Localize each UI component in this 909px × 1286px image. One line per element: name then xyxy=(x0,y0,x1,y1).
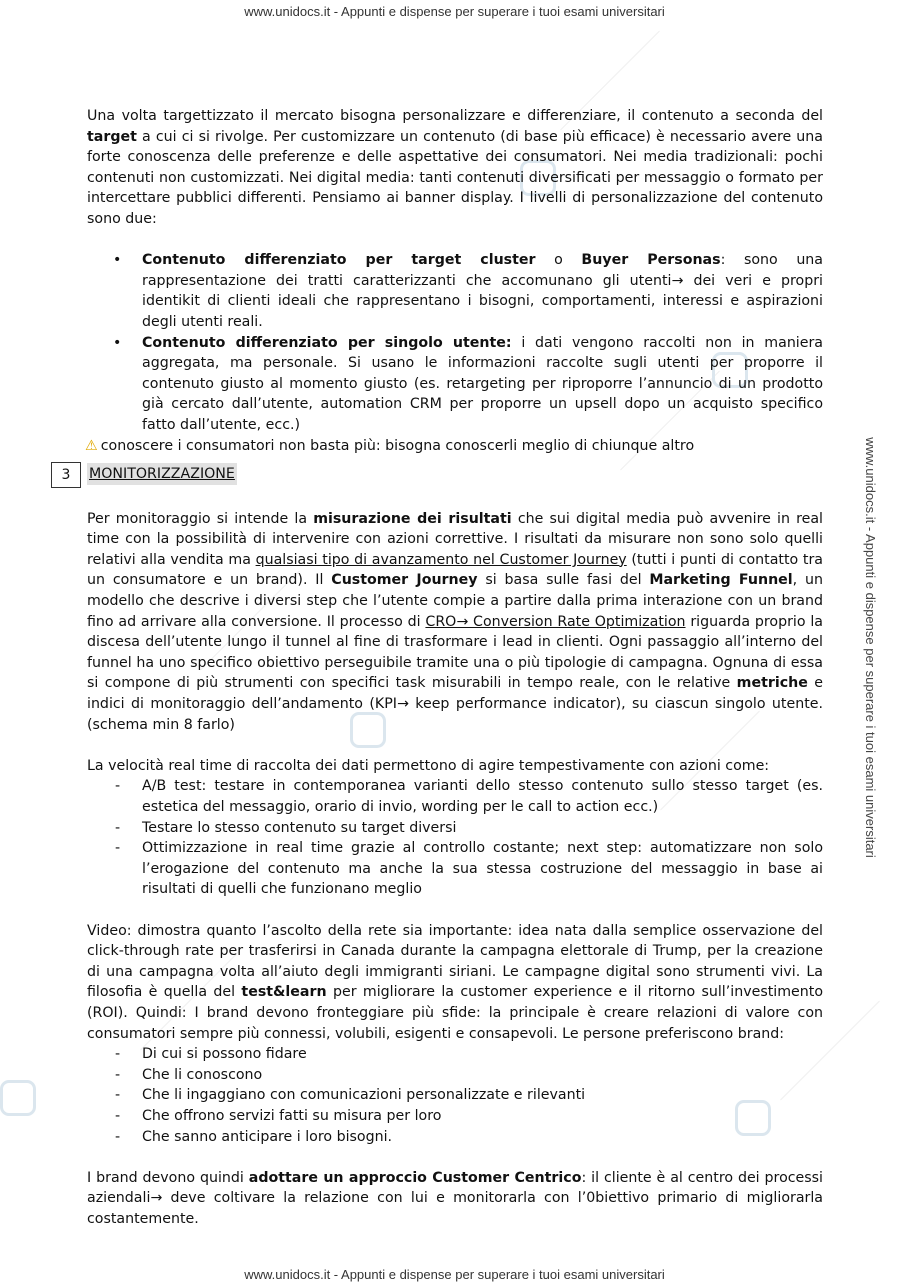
list-item: - A/B test: testare in contemporanea varianti dello stesso contenuto sullo stesso target (es. estetica del messaggio, orario di invio, wording per le call to action ecc.) xyxy=(87,776,823,817)
list-item: - Che sanno anticipare i loro bisogni. xyxy=(87,1127,823,1148)
personalization-levels-list xyxy=(87,250,823,435)
list-item: - Di cui si possono fidare xyxy=(87,1044,823,1065)
realtime-actions-list xyxy=(87,776,823,900)
warning-icon: ⚠ xyxy=(85,437,98,454)
watermark-logo-icon xyxy=(0,1080,36,1116)
intro-paragraph: Una volta targettizzato il mercato bisogna personalizzare e differenziare, il contenuto a seconda del target a cui ci si rivolge. Per customizzare un contenuto (di base più efficace) è necessario avere una forte conoscenza delle preferenze e delle aspettative dei consumatori. Nei media tradizionali: pochi contenuti non customizzati. Nei digital media: tanti contenuti diversificati per messaggio o formato per intercettare pubblici differenti. Pensiamo ai banner display. I livelli di personalizzazione del contenuto sono due: xyxy=(87,108,823,227)
watermark-right: www.unidocs.it - Appunti e dispense per superare i tuoi esami universitari xyxy=(862,437,878,858)
realtime-lead: La velocità real time di raccolta dei dati permettono di agire tempestivamente con azioni come: xyxy=(87,757,770,774)
brand-preferences-list xyxy=(87,1044,823,1147)
document-body xyxy=(61,106,824,1229)
video-paragraph: Video: dimostra quanto l’ascolto della rete sia importante: idea nata dalla semplice osservazione del click-through rate per trasferirsi in Canada durante la campagna elettorale di Trump, per la creazione di una campagna volta all’aiuto degli immigranti siriani. Le campagne digital sono strumenti vivi. La filosofia è quella del test&learn per migliorare la customer experience e il ritorno sull’investimento (ROI). Quindi: I brand devono fronteggiare più sfide: la principale è creare relazioni di valore con consumatori sempre più connessi, volubili, esigenti e consapevoli. Le persone preferiscono brand: xyxy=(87,922,823,1042)
section-title: MONITORIZZAZIONE xyxy=(87,463,237,485)
list-item: - Che offrono servizi fatti su misura per loro xyxy=(87,1106,823,1127)
section-number: 3 xyxy=(51,462,81,488)
closing-paragraph: I brand devono quindi adottare un approccio Customer Centrico: il cliente è al centro dei processi aziendali→ deve coltivare la relazione con lui e monitorarla con l’0biettivo primario di migliorarla costantemente. xyxy=(87,1169,824,1227)
watermark-footer: www.unidocs.it - Appunti e dispense per superare i tuoi esami universitari xyxy=(244,1267,665,1282)
list-item: • Contenuto differenziato per target cluster o Buyer Personas: sono una rappresentazione dei tratti caratterizzanti che accomunano gli utenti→ dei veri e propri identikit di clienti ideali che rappresentano i bisogni, comportamenti, interessi e aspirazioni degli utenti reali. xyxy=(87,250,823,332)
list-item: - Che li conoscono xyxy=(87,1065,823,1086)
monitoring-paragraph: Per monitoraggio si intende la misurazione dei risultati che sui digital media può avvenire in real time con la possibilità di intervenire con azioni correttive. I risultati da misurare non sono solo quelli relativi alla vendita ma qualsiasi tipo di avanzamento nel Customer Journey (tutti i punti di contatto tra un consumatore e un brand). Il Customer Journey si basa sulle fasi del Marketing Funnel, un modello che descrive i diversi step che l’utente compie a partire dalla prima interazione con un brand fino ad arrivare alla conversione. Il processo di CRO→ Conversion Rate Optimization riguarda proprio la discesa dell’utente lungo il tunnel al fine di trasformare i lead in clienti. Ogni passaggio all’interno del funnel ha uno specifico obiettivo perseguibile tramite una o più tipologie di campagna. Ognuna di essa si compone di più strumenti con specifici task misurabili in tempo reale, con le relative metriche e indici di monitoraggio dell’andamento (KPI→ keep performance indicator), su ciascun singolo utente. (schema min 8 farlo) xyxy=(87,510,824,733)
list-item: - Testare lo stesso contenuto su target diversi xyxy=(87,818,823,839)
list-item: - Che li ingaggiano con comunicazioni personalizzate e rilevanti xyxy=(87,1085,823,1106)
list-item: - Ottimizzazione in real time grazie al controllo costante; next step: automatizzare non solo l’erogazione del contenuto ma anche la sua stessa costruzione del messaggio in base ai risultati di quelli che funzionano meglio xyxy=(87,838,823,900)
warning-note: ⚠ conoscere i consumatori non basta più: bisogna conoscerli meglio di chiunque altro xyxy=(85,437,695,454)
watermark-header: www.unidocs.it - Appunti e dispense per superare i tuoi esami universitari xyxy=(244,4,665,19)
section-header xyxy=(61,462,823,488)
list-item: • Contenuto differenziato per singolo utente: i dati vengono raccolti non in maniera aggregata, ma personale. Si usano le informazioni raccolte sugli utenti per proporre il contenuto giusto al momento giusto (es. retargeting per riproporre l’annuncio di un prodotto già cercato dall’utente, automation CRM per proporre un upsell dopo un acquisto specifico fatto dall’utente, ecc.) xyxy=(87,333,823,436)
